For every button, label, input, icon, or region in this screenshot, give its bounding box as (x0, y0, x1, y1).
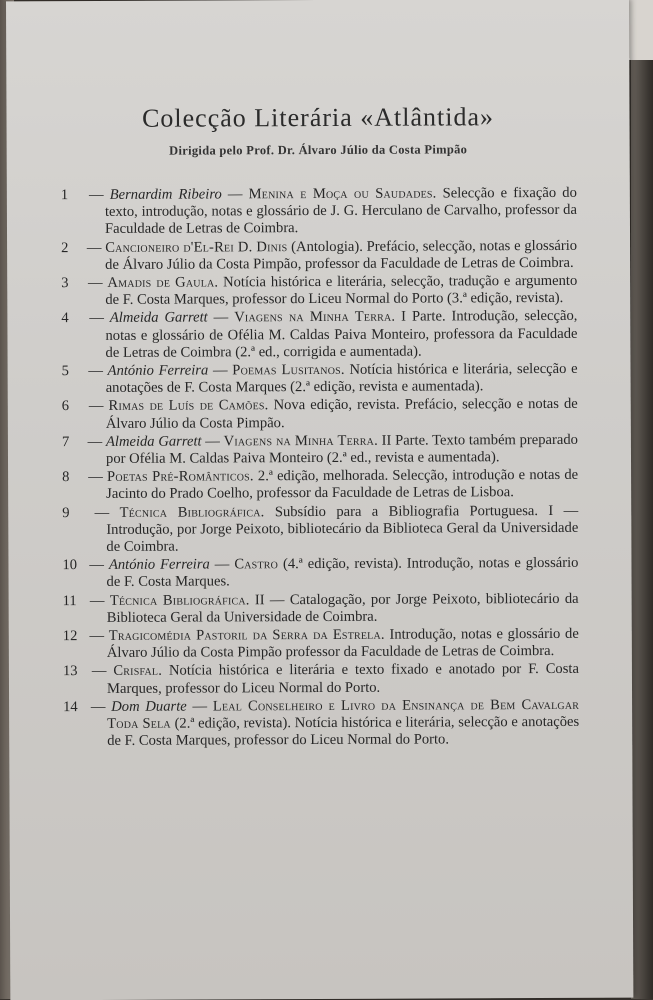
list-item: 13 — Crisfal. Notícia histórica e literária e texto fixado e anotado por F. Costa Marques, professor do Liceu Normal do Porto. (85, 661, 579, 698)
entry-author: Dom Duarte (111, 698, 187, 714)
entry-description: (Antologia). Prefácio, selecção, notas e glossário de Álvaro Júlio da Costa Pimpão, professor da Faculdade de Letras de Coimbra. (105, 237, 577, 272)
series-title: Colecção Literária «Atlântida» (6, 102, 629, 135)
page-header (6, 102, 629, 160)
entry-description: Notícia histórica e literária, selecção, tradução e argumento de F. Costa Marques, professor do Liceu Normal do Porto (3.ª edição, revista). (105, 273, 577, 308)
entry-description: Notícia histórica e literária e texto fixado e anotado por F. Costa Marques, professor do Liceu Normal do Porto. (107, 661, 579, 696)
list-item: 11 — Técnica Bibliográfica. II — Catalogação, por Jorge Peixoto, bibliotecário da Biblioteca Geral da Universidade de Coimbra. (85, 591, 579, 628)
entry-description: Selecção e fixação do texto, introdução, notas e glossário de J. G. Herculano de Carvalho, professor da Faculdade de Letras de Coimbra. (105, 185, 577, 237)
entry-description: Nova edição, revista. Prefácio, selecção e notas de Álvaro Júlio da Costa Pimpão. (106, 396, 578, 431)
entry-description: Subsídio para a Bibliografia Portuguesa. I — Introdução, por Jorge Peixoto, bibliotecário da Biblioteca Geral da Universidade de Coimbra. (106, 503, 578, 555)
entry-description: II — Catalogação, por Jorge Peixoto, bibliotecário da Biblioteca Geral da Universidade de Coimbra. (107, 591, 579, 626)
entry-author: Bernardim Ribeiro (110, 186, 222, 202)
entry-author: António Ferreira (109, 557, 210, 573)
entry-description: (4.ª edição, revista). Introdução, notas e glossário de F. Costa Marques. (107, 555, 579, 590)
entry-work: Viagens na Minha Terra. (234, 309, 395, 326)
entry-description: Introdução, notas e glossário de Álvaro Júlio da Costa Pimpão professor da Faculdade de Letras de Coimbra. (107, 626, 579, 661)
entry-work: Rimas de Luís de Camões. (109, 398, 269, 415)
entry-work: Técnica Bibliográfica. (110, 592, 250, 609)
list-item: 2 — Cancioneiro d'El-Rei D. Dinis (Antologia). Prefácio, selecção, notas e glossário de Álvaro Júlio da Costa Pimpão, professor da Faculdade de Letras de Coimbra. (83, 237, 577, 274)
titles-list (83, 185, 579, 752)
entry-work: Viagens na Minha Terra. (224, 433, 378, 450)
entry-work: Poetas Pré-Românticos. (107, 469, 254, 486)
list-item: 12 — Tragicomédia Pastoril da Serra da Estrela. Introdução, notas e glossário de Álvaro Júlio da Costa Pimpão professor da Faculdade de Letras de Coimbra. (85, 626, 579, 663)
entry-work: Leal Conselheiro e Livro da Ensinança de Bem Cavalgar Toda Sela (107, 697, 579, 732)
entry-work: Técnica Bibliográfica. (120, 504, 265, 521)
entry-work: Poemas Lusitanos. (232, 362, 345, 378)
entry-description: 2.ª edição, melhorada. Selecção, introdução e notas de Jacinto do Prado Coelho, professor da Faculdade de Letras de Lisboa. (106, 467, 578, 502)
list-item: 4 — Almeida Garrett — Viagens na Minha Terra. I Parte. Introdução, selecção, notas e glossário de Ofélia M. Caldas Paiva Monteiro, professora da Faculdade de Letras de Coimbra (2.ª ed., corrigida e aumentada). (83, 308, 577, 362)
entry-work: Cancioneiro d'El-Rei D. Dinis (105, 239, 287, 256)
entry-work: Crisfal. (113, 663, 162, 679)
entry-description: II Parte. Texto também preparado por Ofélia M. Caldas Paiva Monteiro (2.ª ed., revista e aumentada). (106, 432, 578, 467)
entry-description: I Parte. Introdução, selecção, notas e glossário de Ofélia M. Caldas Paiva Monteiro, professora da Faculdade de Letras de Coimbra (2.ª ed., corrigida e aumentada). (105, 308, 577, 360)
list-item: 9 — Técnica Bibliográfica. Subsídio para a Bibliografia Portuguesa. I — Introdução, por Jorge Peixoto, bibliotecário da Biblioteca Geral da Universidade de Coimbra. (84, 503, 578, 557)
list-item: 8 — Poetas Pré-Românticos. 2.ª edição, melhorada. Selecção, introdução e notas de Jacinto do Prado Coelho, professor da Faculdade de Letras de Lisboa. (84, 467, 578, 504)
entry-author: Almeida Garrett (106, 433, 202, 449)
catalog-page (6, 0, 633, 1000)
list-item: 3 — Amadis de Gaula. Notícia histórica e literária, selecção, tradução e argumento de F. Costa Marques, professor do Liceu Normal do Porto (3.ª edição, revista). (83, 273, 577, 310)
background-right-edge (631, 0, 653, 999)
entry-author: António Ferreira (108, 363, 209, 379)
entry-work: Amadis de Gaula. (107, 274, 218, 290)
list-item: 7 — Almeida Garrett — Viagens na Minha Terra. II Parte. Texto também preparado por Ofélia M. Caldas Paiva Monteiro (2.ª ed., revista e aumentada). (84, 432, 578, 469)
entry-author: Almeida Garrett (110, 310, 208, 326)
entry-work: Menina e Moça ou Saudades. (249, 185, 437, 202)
list-item: 6 — Rimas de Luís de Camões. Nova edição, revista. Prefácio, selecção e notas de Álvaro Júlio da Costa Pimpão. (84, 396, 578, 433)
list-item: 5 — António Ferreira — Poemas Lusitanos. Notícia histórica e literária, selecção e anotações de F. Costa Marques (2.ª edição, revista e aumentada). (84, 361, 578, 398)
list-item: 14 — Dom Duarte — Leal Conselheiro e Livro da Ensinança de Bem Cavalgar Toda Sela (2.ª edição, revista). Notícia histórica e literária, selecção e anotações de F. Costa Marques, professor do Liceu Normal do Porto. (85, 697, 579, 751)
entry-work: Castro (234, 556, 278, 572)
list-item: 10 — António Ferreira — Castro (4.ª edição, revista). Introdução, notas e glossário de F. Costa Marques. (84, 555, 578, 592)
entry-description: (2.ª edição, revista). Notícia histórica e literária, selecção e anotações de F. Costa Marques, professor do Liceu Normal do Porto. (107, 714, 579, 749)
list-item: 1 — Bernardim Ribeiro — Menina e Moça ou Saudades. Selecção e fixação do texto, introdução, notas e glossário de J. G. Herculano de Carvalho, professor da Faculdade de Letras de Coimbra. (83, 185, 577, 239)
entry-description: Notícia histórica e literária, selecção e anotações de F. Costa Marques (2.ª edição, revista e aumentada). (106, 361, 578, 396)
entry-work: Tragicomédia Pastoril da Serra da Estrela. (109, 627, 385, 644)
director-line: Dirigida pelo Prof. Dr. Álvaro Júlio da Costa Pimpão (7, 142, 630, 160)
